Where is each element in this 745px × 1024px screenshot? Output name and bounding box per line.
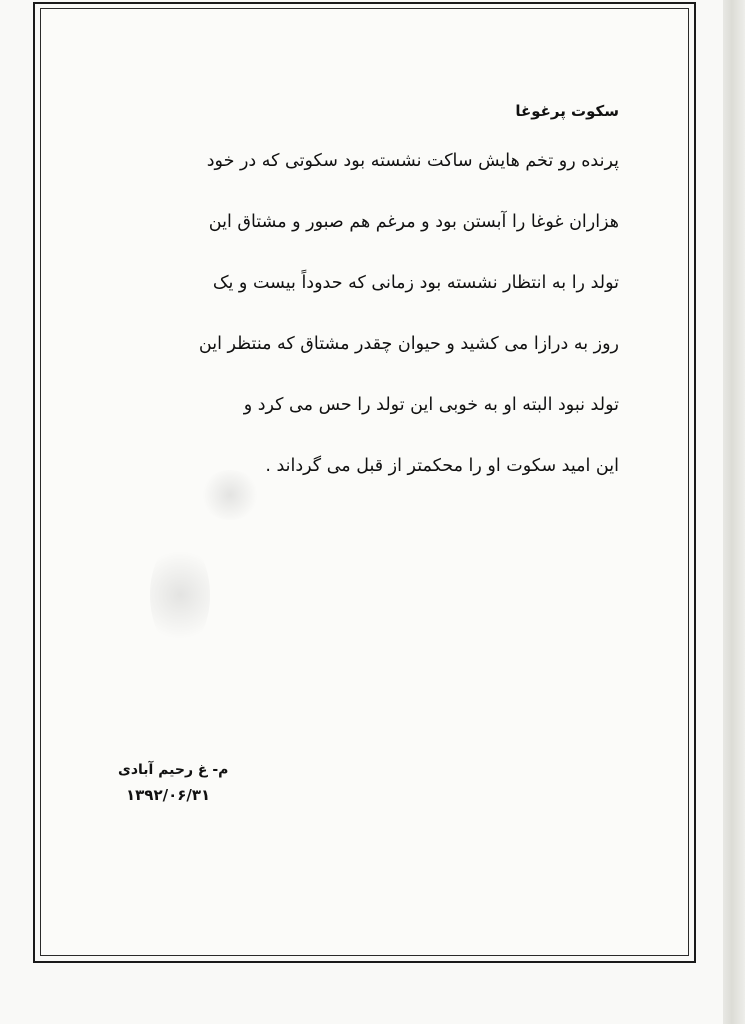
document-title: سکوت پرغوغا: [515, 102, 619, 120]
scan-smudge: [200, 470, 260, 520]
body-line: روز به درازا می کشید و حیوان چقدر مشتاق که منتظر این: [198, 334, 619, 354]
scan-smudge: [150, 540, 210, 650]
body-line: تولد را به انتظار نشسته بود زمانی که حدوداً بیست و یک: [212, 273, 619, 293]
body-line: هزاران غوغا را آبستن بود و مرغم هم صبور و مشتاق این: [208, 212, 619, 232]
body-line: تولد نبود البته او به خوبی این تولد را حس می کرد و: [243, 395, 619, 415]
author-signature: م- غ رحیم آبادی: [118, 762, 229, 778]
signature-date: ۱۳۹۲/۰۶/۳۱: [126, 786, 211, 804]
body-line: این امید سکوت او را محکمتر از قبل می گرداند .: [265, 456, 619, 476]
page-edge-shadow: [723, 0, 745, 1024]
body-line: پرنده رو تخم هایش ساکت نشسته بود سکوتی که در خود: [206, 151, 619, 171]
